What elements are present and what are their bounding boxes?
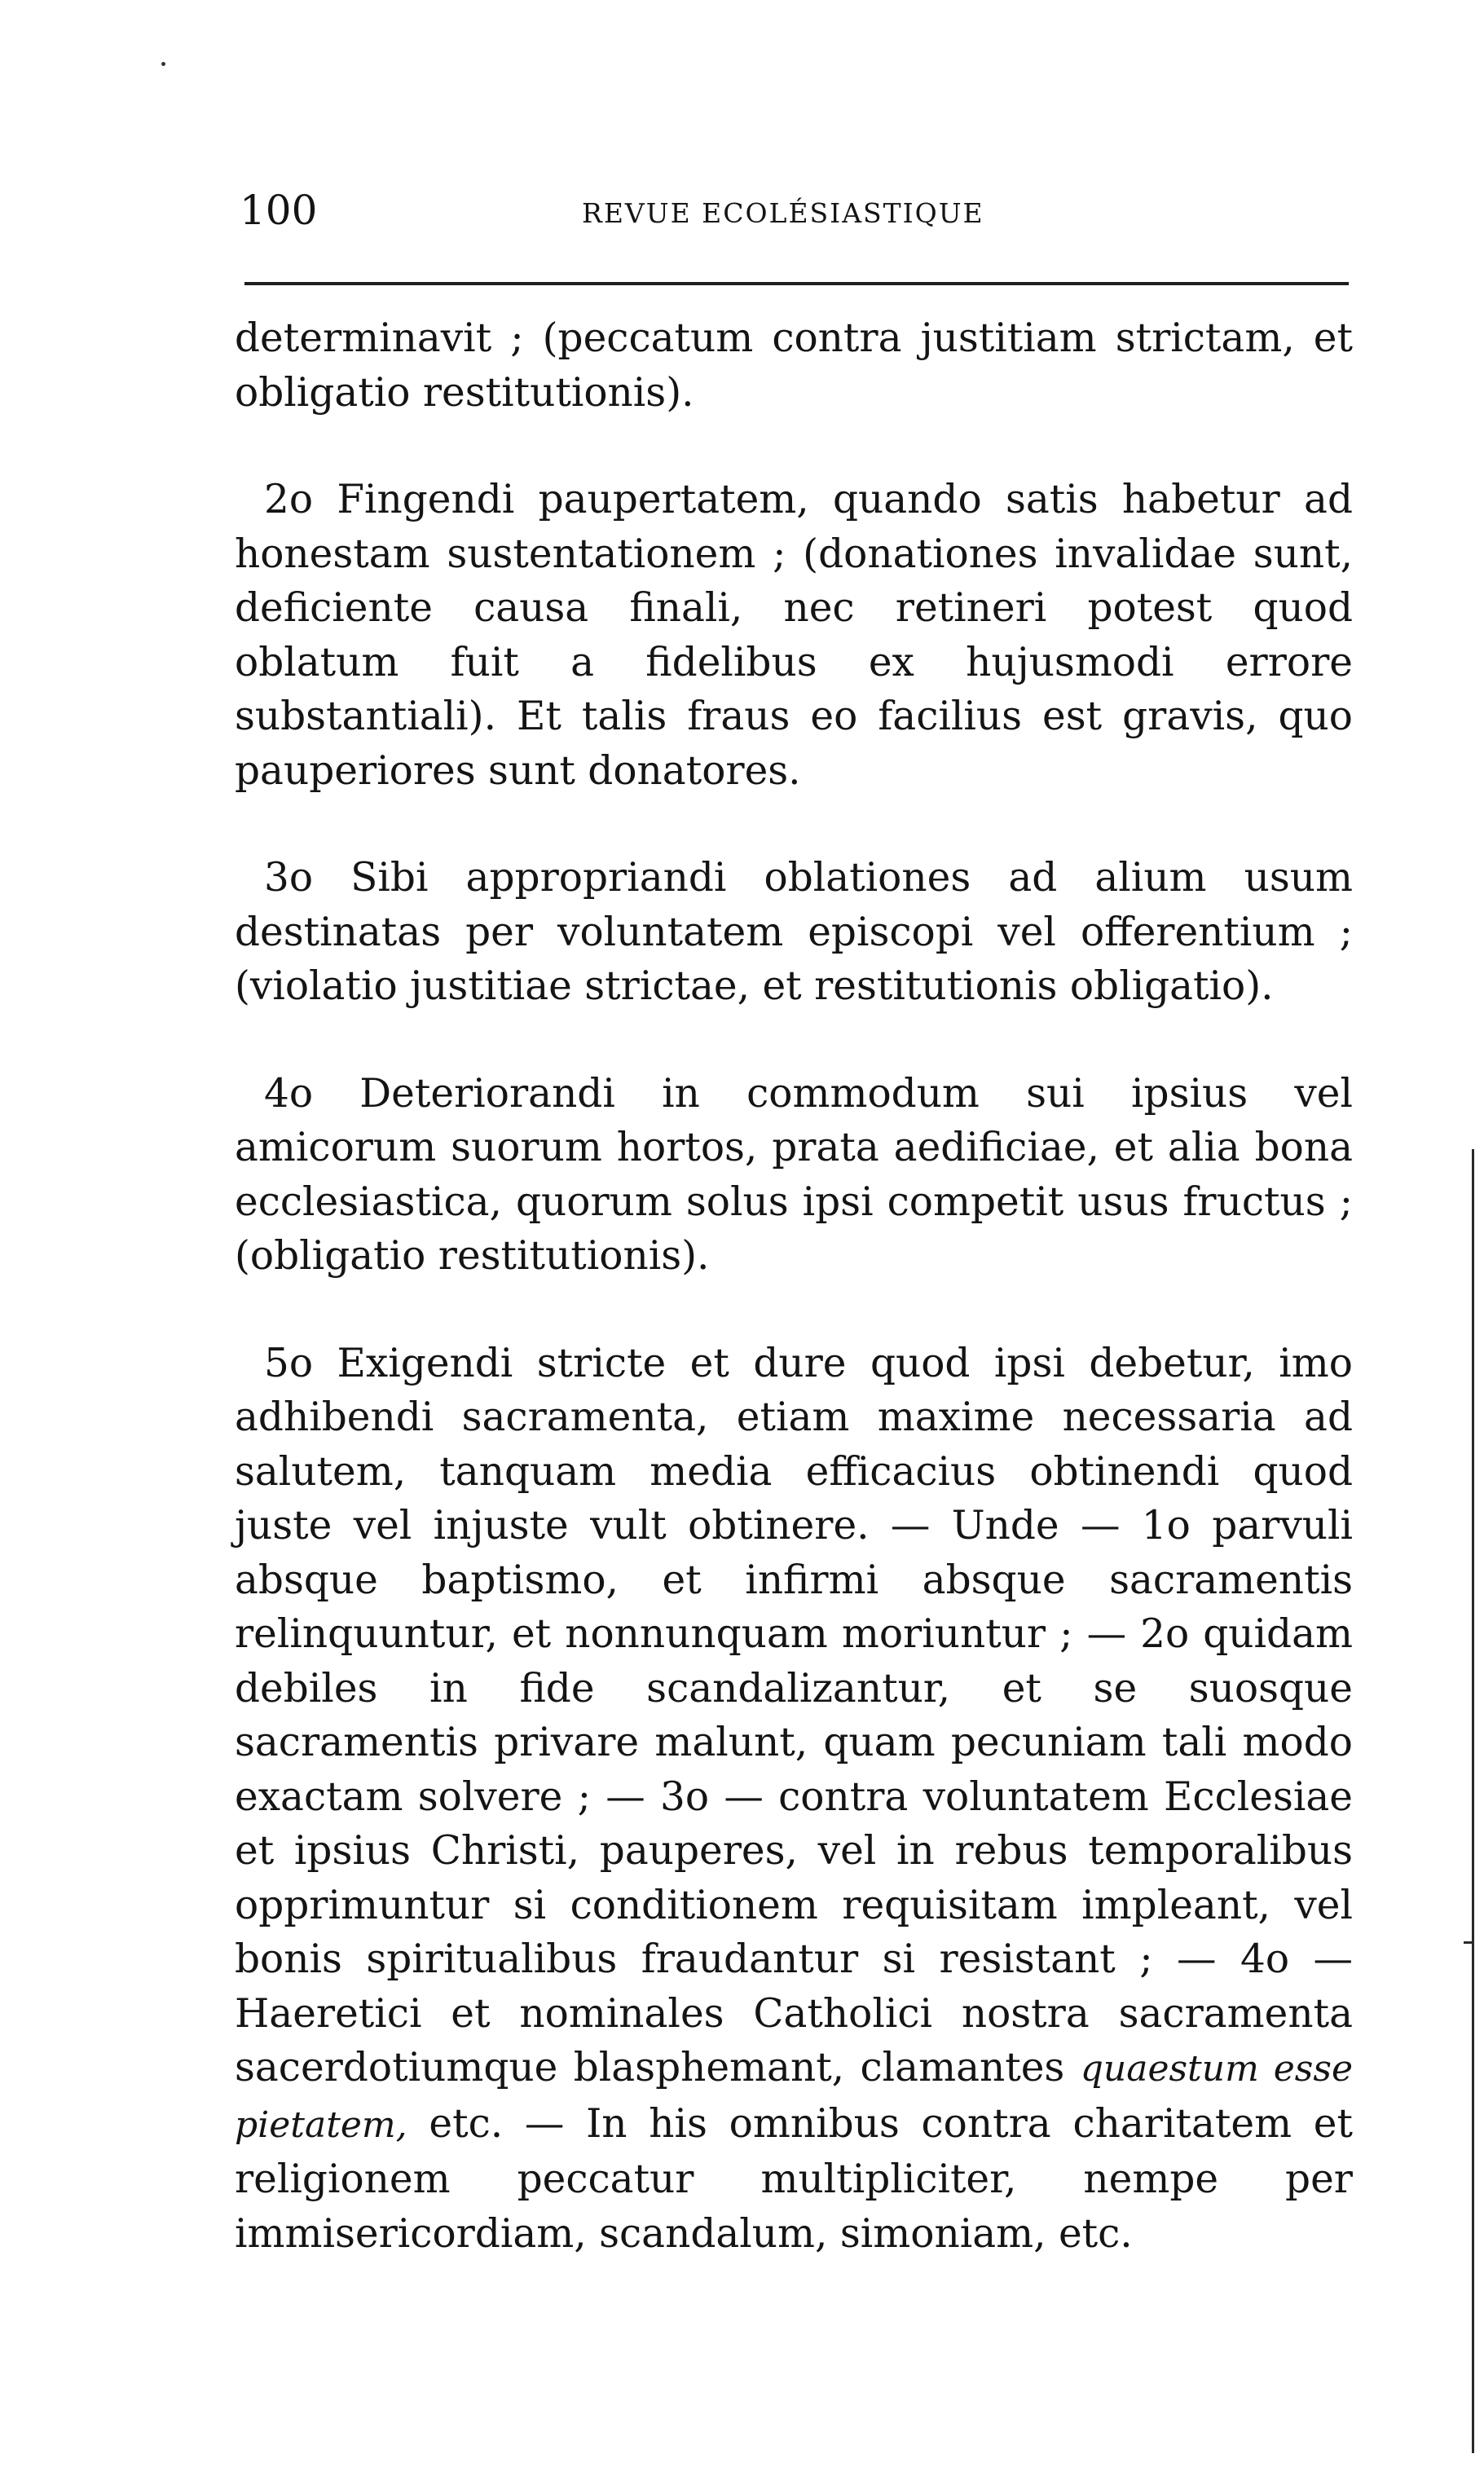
paragraph-5-text-after: etc. — In his omnibus contra charitatem et religionem peccatur multipliciter, nempe per immisericordiam, scandalum, simoniam, etc. <box>235 2100 1353 2257</box>
paragraph-5-italic-quote: quaestum esse pietatem, <box>235 2048 1353 2146</box>
paragraph-5-text-before: 5o Exigendi stricte et dure quod ipsi debetur, imo adhibendi sacramenta, etiam maxime necessaria ad salutem, tanquam media efficacius obtinendi quod juste vel injuste vult obtinere. — Unde — 1o parvuli absque baptismo, et infirmi absque sacramentis relinquuntur, et nonnunquam moriuntur ; — 2o quidam debiles in fide scandalizantur, et se suosque sacramentis privare malunt, quam pecuniam tali modo exactam solvere ; — 3o — contra voluntatem Ecclesiae et ipsius Christi, pauperes, vel in rebus temporalibus opprimuntur si conditionem requisitam impleant, vel bonis spiritualibus fraudantur si resistant ; — 4o — Haeretici et nominales Catholici nostra sacramenta sacerdotiumque blasphemant, clamantes <box>235 1340 1353 2090</box>
paragraph-5 <box>235 1337 1353 2262</box>
page-number: 100 <box>240 187 318 234</box>
scan-margin-tick <box>1464 1941 1473 1944</box>
paragraph-2: 2o Fingendi paupertatem, quando satis habetur ad honestam sustentationem ; (donationes invalidae sunt, deficiente causa finali, nec retineri potest quod oblatum fuit a fidelibus ex hujusmodi errore substantiali). Et talis fraus eo facilius est gravis, quo pauperiores sunt donatores. <box>235 477 1353 794</box>
scan-margin-line <box>1472 1149 1474 2453</box>
running-title: REVUE ECOLÉSIASTIQUE <box>582 197 984 229</box>
body-text <box>235 311 1353 2261</box>
ink-speck <box>161 62 165 66</box>
paragraph-3: 3o Sibi appropriandi oblationes ad alium usum destinatas per voluntatem episcopi vel offerentium ; (violatio justitiae strictae, et restitutionis obligatio). <box>235 855 1353 1009</box>
paragraph-continuation: determinavit ; (peccatum contra justitiam strictam, et obligatio restitutionis). <box>235 315 1353 416</box>
header-rule <box>244 282 1349 285</box>
page-header <box>240 181 1352 238</box>
paragraph-4: 4o Deteriorandi in commodum sui ipsius vel amicorum suorum hortos, prata aedificiae, et alia bona ecclesiastica, quorum solus ipsi competit usus fructus ; (obligatio restitutionis). <box>235 1070 1353 1279</box>
